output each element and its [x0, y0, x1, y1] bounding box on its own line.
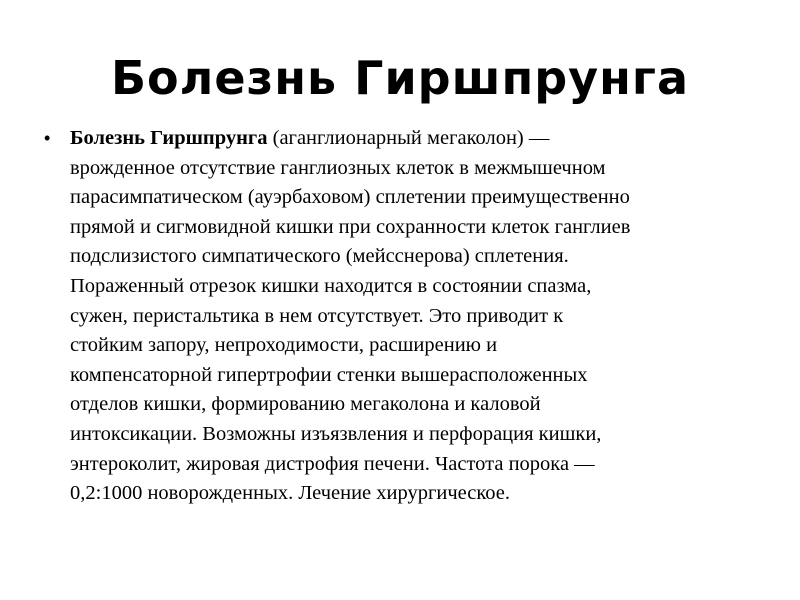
text-line-7: сужен, перистальтика в нем отсутствует. Это приводит к [70, 304, 564, 327]
text-line-1 [70, 124, 734, 154]
text-line-13: 0,2:1000 новорожденных. Лечение хирургическое. [70, 482, 511, 505]
text-line-9: компенсаторной гипертрофии стенки вышерасположенных [70, 363, 588, 386]
text-line-4: прямой и сигмовидной кишки при сохранности клеток ганглиев [70, 215, 631, 238]
text-line-8: стойким запору, непроходимости, расширению и [70, 334, 498, 357]
paragraph [70, 124, 734, 509]
text-line-5: подслизистого симпатического (мейсснерова) сплетения. [70, 245, 569, 268]
term-bold: Болезнь Гиршпрунга [70, 127, 268, 149]
text-line-11: интоксикации. Возможны изъязвления и перфорация кишки, [70, 422, 602, 445]
slide-body [44, 124, 734, 509]
slide-title: Болезнь Гиршпрунга [110, 51, 690, 105]
text-line-10: отделов кишки, формированию мегаколона и каловой [70, 393, 541, 416]
text-line-12: энтероколит, жировая дистрофия печени. Частота порока — [70, 452, 595, 475]
term-definition: (аганглионарный мегаколон) — [267, 127, 550, 149]
text-line-6: Пораженный отрезок кишки находится в состоянии спазма, [70, 274, 592, 297]
bullet-icon: • [44, 128, 51, 148]
bullet-item [44, 124, 734, 509]
text-line-3: парасимпатическом (ауэрбаховом) сплетении преимущественно [70, 186, 630, 209]
text-line-2: врожденное отсутствие ганглиозных клеток в межмышечном [70, 156, 606, 179]
